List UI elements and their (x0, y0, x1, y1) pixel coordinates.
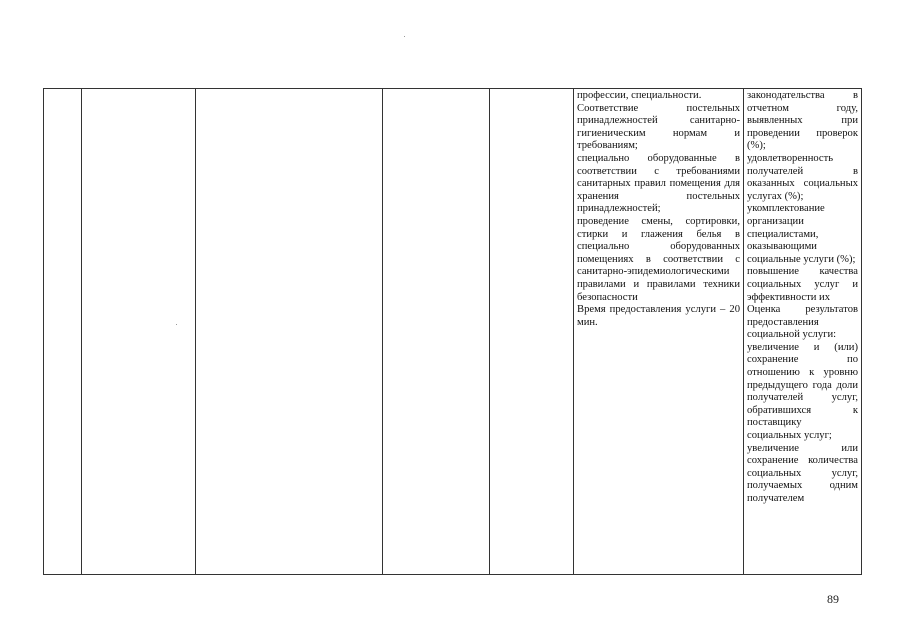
requirements-paragraph: профессии, специальности. (577, 90, 702, 101)
indicators-paragraph: Оценка результатов предоставления социальной услуги: (747, 304, 858, 341)
table-cell-indicators (744, 89, 862, 575)
table-row (44, 89, 862, 575)
indicators-paragraph: увеличение или сохранение количества социальных услуг, получаемых одним получателем (747, 442, 858, 504)
requirements-paragraph: специально оборудованные в соответствии с требованиями санитарных правил помещения для хранения постельных принадлежностей; (577, 152, 740, 215)
services-table (43, 88, 862, 575)
table-cell-cost (490, 89, 574, 575)
table-cell-number (44, 89, 82, 575)
indicators-paragraph: увеличение и (или) сохранение по отношению к уровню предыдущего года доли получателей услуг, обратившихся к поставщику социальных услуг; (747, 341, 858, 442)
requirements-paragraph: проведение смены, сортировки, стирки и глажения белья в специально оборудованных помещениях в соответствии с санитарно-эпидемиологическими правилами и правилами техники безопасности (577, 215, 740, 303)
table-cell-deadline (383, 89, 490, 575)
indicators-text (744, 89, 861, 506)
indicators-paragraph: повышение качества социальных услуг и эффективности их (747, 266, 858, 303)
indicators-paragraph: удовлетворенность получателей в оказанных социальных услугах (%); (747, 152, 858, 202)
table-cell-service-name (82, 89, 196, 575)
scan-speck (404, 36, 405, 37)
indicators-paragraph: укомплектование организации специалистами, оказывающими социальные услуги (%); (747, 203, 856, 265)
table-cell-description (196, 89, 383, 575)
page-number: 89 (827, 592, 839, 606)
indicators-paragraph: законодательства в отчетном году, выявленных при проведении проверок (%); (747, 90, 858, 152)
requirements-text (574, 89, 743, 329)
table-cell-requirements (574, 89, 744, 575)
requirements-paragraph: Время предоставления услуги – 20 мин. (577, 304, 740, 328)
requirements-paragraph: Соответствие постельных принадлежностей санитарно-гигиеническим нормам и требованиям; (577, 102, 740, 152)
